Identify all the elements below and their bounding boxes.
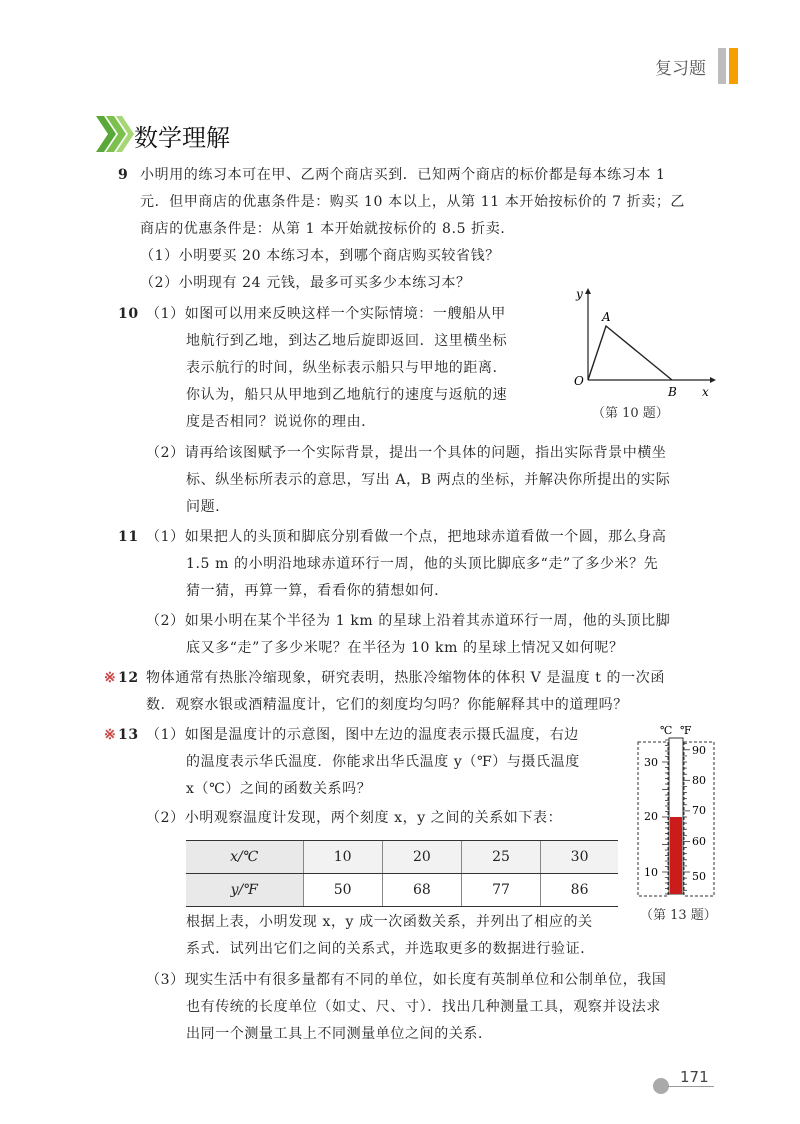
thermo-c-label: 10 [644, 866, 658, 879]
thermo-mercury [670, 817, 682, 894]
table-cell: 68 [382, 874, 461, 907]
thermo-f-label: 50 [692, 870, 706, 883]
q10-label-b: B [668, 385, 677, 396]
page-number: 171 [680, 1068, 709, 1086]
q12-line-1: 物体通常有热胀冷缩现象，研究表明，热胀冷缩物体的体积 V 是温度 t 的一次函 [146, 670, 665, 686]
q10-number: 10 [118, 306, 139, 322]
q10-x-arrow-icon [710, 377, 716, 383]
q10-part1-line-4: 你认为，船只从甲地到乙地航行的速度与返航的速 [186, 387, 508, 403]
q13-part1-line-1: （1）如图是温度计的示意图，图中左边的温度表示摄氏温度，右边 [146, 727, 579, 743]
q10-label-o: O [574, 374, 584, 388]
thermo-f-label: 90 [692, 744, 706, 757]
page-dot-icon [653, 1078, 669, 1094]
header-title: 复习题 [655, 59, 706, 79]
q11-part2-line-1: （2）如果小明在某个半径为 1 km 的星球上沿着其赤道环行一周，他的头顶比脚 [146, 613, 671, 629]
section-chevron-icon [96, 116, 136, 152]
q10-label-a: A [602, 310, 611, 324]
table-row [186, 874, 618, 907]
q11-part1-line-2: 1.5 m 的小明沿地球赤道环行一周，他的头顶比脚底多“走”了多少米？先 [186, 556, 659, 572]
q13-caption: （第 13 题） [640, 908, 717, 923]
table-cell: 25 [461, 841, 540, 874]
q9-number: 9 [118, 167, 129, 183]
header-bar-gray [718, 48, 726, 84]
q13-number: 13 [118, 727, 139, 743]
q13-optional-mark: ※ [104, 727, 117, 743]
q11-number: 11 [118, 529, 139, 545]
table-header-y: y/℉ [186, 874, 303, 907]
q13-part2-line-1: （2）小明观察温度计发现，两个刻度 x，y 之间的关系如下表： [146, 810, 563, 826]
table-cell: 77 [461, 874, 540, 907]
q13-part1-line-3: x（℃）之间的函数关系吗？ [186, 781, 372, 797]
thermo-unit-f: ℉ [680, 724, 692, 737]
table-cell: 20 [382, 841, 461, 874]
q10-part1-line-5: 度是否相同？说说你的理由． [186, 414, 376, 430]
q10-figure [560, 284, 720, 396]
q10-label-x: x [702, 385, 709, 396]
table-row [186, 841, 618, 874]
table-header-x: x/℃ [186, 841, 303, 874]
q12-line-2: 数．观察水银或酒精温度计，它们的刻度均匀吗？你能解释其中的道理吗？ [146, 697, 628, 713]
thermo-c-label: 20 [644, 810, 658, 823]
q9-line-2: 元．但甲商店的优惠条件是：购买 10 本以上，从第 11 本开始按标价的 7 折卖；乙 [140, 194, 686, 210]
table-cell: 50 [303, 874, 382, 907]
q13-part3-line-3: 出同一个测量工具上不同测量单位之间的关系． [186, 1026, 493, 1042]
q11-part1-line-1: （1）如果把人的头顶和脚底分别看做一个点，把地球赤道看做一个圆，那么身高 [146, 529, 667, 545]
q13-part2-line-3: 系式．试列出它们之间的关系式，并选取更多的数据进行验证． [186, 941, 595, 957]
thermo-f-label: 70 [692, 804, 706, 817]
q9-sub-2: （2）小明现有 24 元钱，最多可买多少本练习本？ [140, 275, 471, 291]
q12-number: 12 [118, 670, 139, 686]
page-line [668, 1086, 714, 1087]
q10-part1-line-2: 地航行到乙地，到达乙地后旋即返回．这里横坐标 [186, 333, 508, 349]
q10-part1-line-1: （1）如图可以用来反映这样一个实际情境：一艘船从甲 [146, 306, 506, 322]
thermo-f-label: 60 [692, 835, 706, 848]
q12-optional-mark: ※ [104, 670, 117, 686]
q10-y-arrow-icon [585, 288, 591, 294]
q9-line-1: 小明用的练习本可在甲、乙两个商店买到．已知两个商店的标价都是每本练习本 1 [140, 167, 666, 183]
q13-part1-line-2: 的温度表示华氏温度．你能求出华氏温度 y（℉）与摄氏温度 [186, 754, 580, 770]
q9-line-3: 商店的优惠条件是：从第 1 本开始就按标价的 8.5 折卖． [140, 221, 515, 237]
table-cell: 10 [303, 841, 382, 874]
q10-path-line [588, 326, 672, 380]
q13-part3-line-1: （3）现实生活中有很多量都有不同的单位，如长度有英制单位和公制单位，我国 [146, 972, 667, 988]
q13-thermometer-figure [636, 718, 720, 900]
q10-part1-line-3: 表示航行的时间，纵坐标表示船只与甲地的距离． [186, 360, 508, 376]
q10-label-y: y [576, 287, 583, 301]
q11-part2-line-2: 底又多“走”了多少米呢？在半径为 10 km 的星球上情况又如何呢？ [186, 640, 624, 656]
section-title: 数学理解 [134, 124, 230, 152]
q9-sub-1: （1）小明要买 20 本练习本，到哪个商店购买较省钱？ [140, 248, 500, 264]
thermo-c-label: 30 [644, 756, 658, 769]
thermo-f-label: 80 [692, 774, 706, 787]
q10-part2-line-2: 标、纵坐标所表示的意思，写出 A，B 两点的坐标，并解决你所提出的实际 [186, 472, 671, 488]
q10-part2-line-1: （2）请再给该图赋予一个实际背景，提出一个具体的问题，指出实际背景中横坐 [146, 445, 667, 461]
table-cell: 30 [541, 841, 618, 874]
thermo-unit-c: ℃ [660, 724, 673, 737]
q10-part2-line-3: 问题． [186, 499, 230, 515]
q13-part2-line-2: 根据上表，小明发现 x，y 成一次函数关系，并列出了相应的关 [186, 914, 593, 930]
header-bar-orange [729, 48, 738, 84]
q10-caption: （第 10 题） [592, 406, 669, 421]
table-cell: 86 [541, 874, 618, 907]
q13-part3-line-2: 也有传统的长度单位（如丈、尺、寸）．找出几种测量工具，观察并设法求 [186, 999, 661, 1015]
q11-part1-line-3: 猜一猜，再算一算，看看你的猜想如何． [186, 583, 449, 599]
q13-data-table [186, 840, 618, 907]
